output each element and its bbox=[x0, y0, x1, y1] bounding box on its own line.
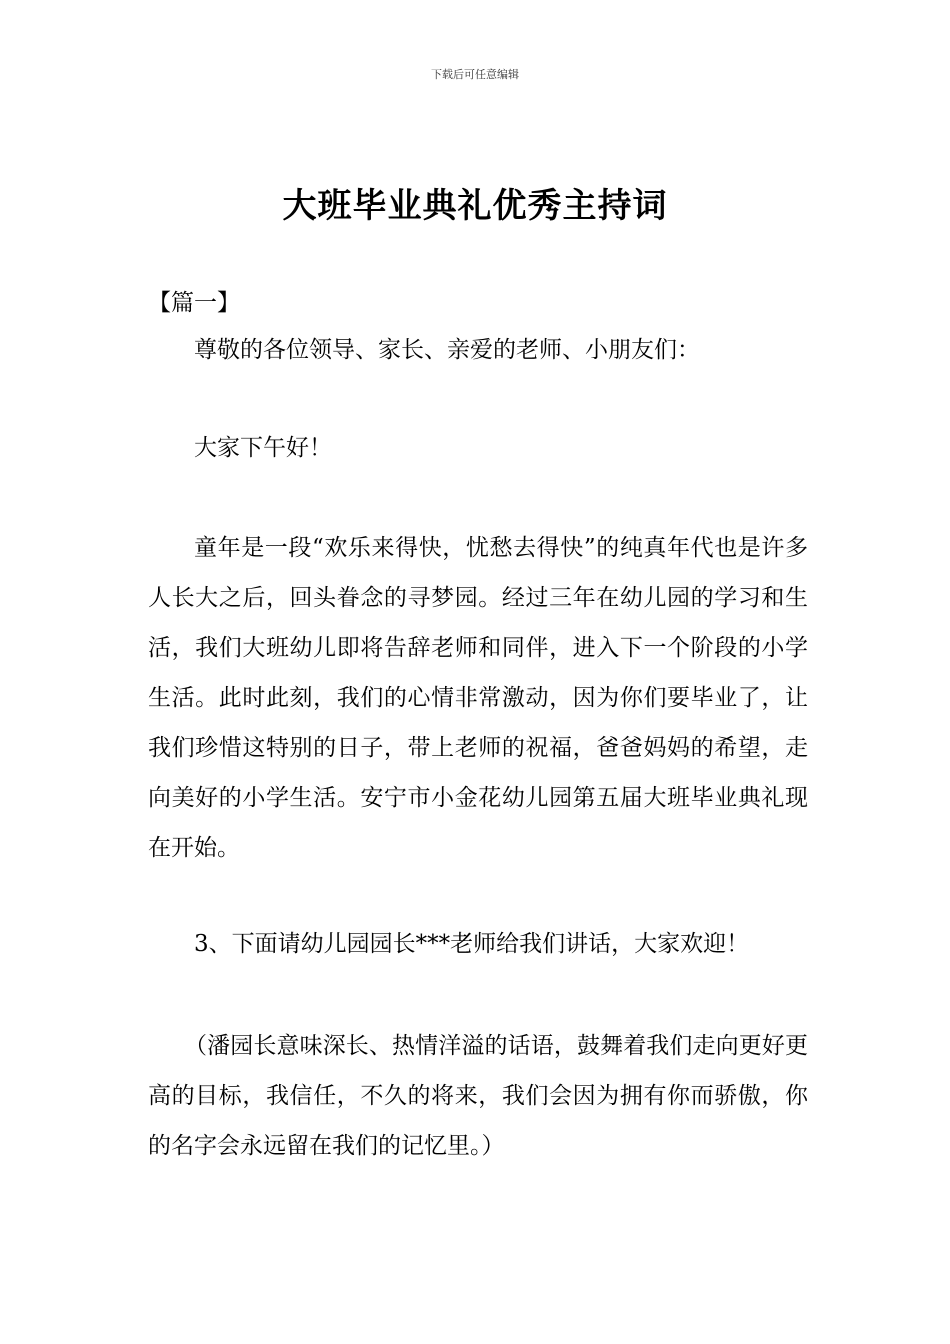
page-header-note: 下载后可任意编辑 bbox=[431, 68, 519, 81]
section-label: 【篇一】 bbox=[148, 290, 240, 316]
response-paragraph: （潘园长意味深长、热情洋溢的话语，鼓舞着我们走向更好更高的目标，我信任，不久的将来，我们会因为拥有你而骄傲，你的名字会永远留在我们的记忆里。） bbox=[148, 1033, 808, 1159]
greeting-paragraph: 大家下午好！ bbox=[194, 435, 332, 461]
opening-paragraph: 童年是一段“欢乐来得快，忧愁去得快”的纯真年代也是许多人长大之后，回头眷念的寻梦园。经过三年在幼儿园的学习和生活，我们大班幼儿即将告辞老师和同伴，进入下一个阶段的小学生活。此时此刻，我们的心情非常激动，因为你们要毕业了，让我们珍惜这特别的日子，带上老师的祝福，爸爸妈妈的希望，走向美好的小学生活。安宁市小金花幼儿园第五届大班毕业典礼现在开始。 bbox=[148, 535, 808, 861]
document-title: 大班毕业典礼优秀主持词 bbox=[282, 186, 668, 226]
salutation-paragraph: 尊敬的各位领导、家长、亲爱的老师、小朋友们： bbox=[194, 337, 700, 363]
speech-paragraph: 3、下面请幼儿园园长***老师给我们讲话，大家欢迎！ bbox=[194, 931, 750, 957]
